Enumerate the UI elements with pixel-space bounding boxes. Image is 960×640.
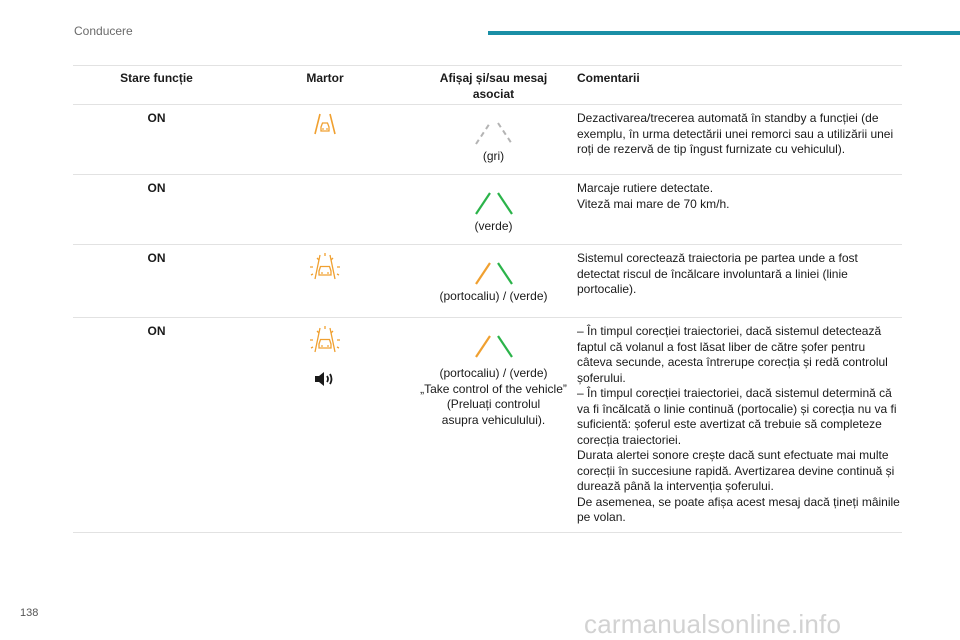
table-row	[73, 175, 902, 245]
display-caption: (verde)	[474, 219, 513, 233]
indicator-cell	[240, 175, 410, 245]
column-header-comments: Comentarii	[577, 66, 902, 105]
state-cell: ON	[73, 175, 240, 245]
table-row	[73, 318, 902, 533]
state-cell: ON	[73, 318, 240, 533]
display-cell	[410, 245, 577, 318]
lane-keep-active-icon	[307, 324, 343, 356]
display-cell	[410, 105, 577, 175]
table-row	[73, 245, 902, 318]
section-title: Conducere	[74, 24, 133, 38]
state-cell: ON	[73, 245, 240, 318]
comment-text: De asemenea, se poate afișa acest mesaj dacă țineți mâinile pe volan.	[577, 494, 900, 524]
lane-lines-orange-green-icon	[464, 259, 524, 287]
comment-text: Durata alertei sonore crește dacă sunt efectuate mai multe corecții în succesiune rapidă. Avertizarea devine continuă și durează până la intervenția șoferului.	[577, 448, 895, 493]
indicator-cell	[240, 245, 410, 318]
comment-cell	[577, 175, 902, 245]
table-row	[73, 105, 902, 175]
display-message-translation: (Preluați controlul asupra vehiculului).	[441, 397, 546, 427]
lane-lines-green-icon	[464, 189, 524, 217]
watermark: carmanualsonline.info	[584, 609, 842, 639]
table-header-row	[73, 66, 902, 105]
comment-cell	[577, 245, 902, 318]
display-message: „Take control of the vehicle”	[420, 381, 567, 396]
comment-text: Dezactivarea/trecerea automată în standby a funcției (de exemplu, în urma detectării unei remorci sau a utilizării unei roți de rezervă de tip îngust furnizate cu vehiculul).	[577, 111, 894, 156]
display-caption: (portocaliu) / (verde)	[439, 289, 548, 303]
display-caption: (portocaliu) / (verde)	[439, 366, 548, 380]
indicator-cell	[240, 318, 410, 533]
lane-keep-active-icon	[307, 251, 343, 283]
lane-lines-orange-green-icon	[464, 332, 524, 360]
column-header-indicator: Martor	[240, 66, 410, 105]
lane-keep-warning-icon	[313, 111, 337, 137]
comment-text: Marcaje rutiere detectate.	[577, 181, 714, 195]
column-header-display: Afișaj și/sau mesaj asociat	[410, 66, 577, 105]
speaker-icon	[313, 370, 337, 393]
indicator-cell	[240, 105, 410, 175]
column-header-state: Stare funcție	[73, 66, 240, 105]
display-cell	[410, 175, 577, 245]
header-accent-bar	[488, 31, 960, 35]
comment-cell	[577, 318, 902, 533]
comment-text: – În timpul corecției traiectoriei, dacă sistemul determină că va fi încălcată o linie continuă (portocalie) și corecția nu va fi suficientă: șoferul este avertizat că trebuie să completeze corecția traiectoriei.	[577, 386, 897, 447]
comment-cell	[577, 105, 902, 175]
page-number: 138	[20, 607, 39, 619]
comment-text: – În timpul corecției traiectoriei, dacă sistemul detectează faptul că volanul a fost lăsat liber de către șofer pentru câteva secunde, acesta întrerupe corecția și redă controlul șoferului.	[577, 324, 888, 385]
comment-text: Viteză mai mare de 70 km/h.	[577, 196, 730, 211]
display-cell	[410, 318, 577, 533]
display-caption: (gri)	[482, 149, 505, 163]
lane-keeping-states-table	[73, 65, 902, 533]
state-cell: ON	[73, 105, 240, 175]
lane-lines-grey-icon	[464, 119, 524, 147]
comment-text: Sistemul corectează traiectoria pe partea unde a fost detectat riscul de încălcare involuntară a liniei (linie portocalie).	[577, 251, 858, 296]
